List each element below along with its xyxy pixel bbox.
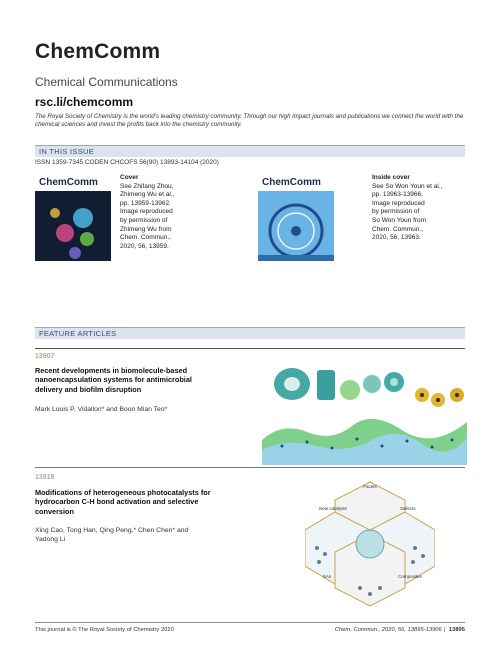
cover-caption [120, 174, 190, 251]
cover-line: See Zhifang Zhou, [120, 182, 174, 190]
inside-cover-logo: ChemComm [262, 177, 321, 188]
cover-line: Image reproduced [120, 208, 173, 216]
page-number: 13895 [448, 627, 465, 633]
article-graphic-photocatalysts [305, 478, 435, 610]
article-number[interactable]: 13907 [35, 353, 55, 360]
cover-line: Chem. Commun., [120, 234, 171, 242]
cover-logo: ChemComm [39, 177, 98, 188]
cover-line: Image reproduced [372, 199, 425, 207]
journal-url[interactable]: rsc.li/chemcomm [35, 95, 134, 109]
diagram-label: Defects [400, 506, 416, 511]
cover-line: by permission of [120, 216, 168, 224]
cover-line: Chem. Commun., [372, 225, 423, 233]
article-title[interactable] [35, 488, 260, 516]
article-authors-line: Xing Cao, Tong Han, Qing Peng,* Chen Chen* and [35, 527, 189, 534]
cover-line: So Won Youn from [372, 216, 427, 224]
article-title-line: Modifications of heterogeneous photocatalysts for [35, 488, 211, 497]
cover-line: pp. 13959-13962. [120, 199, 171, 207]
in-this-issue-header: IN THIS ISSUE [35, 145, 465, 157]
cover-line: 2020, 56, 13959. [120, 242, 169, 250]
article-title-line: hydrocarbon C-H bond activation and selective [35, 497, 199, 507]
cover-line: See So Won Youn et al., [372, 182, 443, 190]
footer-citation [335, 627, 465, 633]
article-authors [35, 526, 245, 544]
cover-line: 2020, 56, 13963. [372, 234, 421, 242]
feature-articles-header: FEATURE ARTICLES [35, 327, 465, 339]
footer-copyright: This journal is © The Royal Society of Chemistry 2020 [35, 627, 174, 633]
footer-citation-text: Chem. Commun., 2020, 56, 13895-13906 | [334, 627, 445, 633]
diagram-label: Composites [398, 574, 422, 579]
article-authors-line: Yadong Li [35, 536, 66, 543]
journal-subtitle: Chemical Communications [35, 75, 178, 89]
journal-description: The Royal Society of Chemistry is the world's leading chemistry community. Through our high impact journals and publications we connect the world with the chemical sciences and invest the profits back into the chemistry community. [35, 113, 464, 129]
cover-line: Zhimeng Wu et al., [120, 191, 175, 199]
article-title-line: delivery and biofilm disruption [35, 384, 142, 394]
article-title[interactable] [35, 366, 255, 394]
inside-cover-caption [372, 174, 462, 243]
divider [35, 467, 465, 468]
cover-line: pp. 13963-13966. [372, 191, 423, 199]
article-number[interactable]: 13918 [35, 474, 55, 481]
cover-heading: Cover [120, 174, 139, 181]
footer-divider [35, 622, 465, 623]
issue-info: ISSN 1359-7345 CODEN CHCOFS 56(90) 13893-14104 (2020) [35, 159, 219, 166]
inside-cover-image [258, 173, 334, 273]
article-authors: Mark Louis P. Vidallon* and Boon Mian Teo* [35, 406, 168, 413]
diagram-label: New catalysts [319, 506, 347, 511]
inside-cover-heading: Inside cover [372, 174, 410, 181]
diagram-label: Facets [363, 484, 377, 489]
cover-image [35, 173, 111, 273]
article-title-line: Recent developments in biomolecule-based [35, 366, 188, 375]
journal-title: ChemComm [35, 40, 161, 63]
article-title-line: nanoencapsulation systems for antimicrobial [35, 375, 192, 385]
article-graphic-nanocapsules [262, 360, 467, 465]
diagram-label: SAs [322, 574, 332, 579]
divider [35, 348, 465, 349]
cover-line: Zhimeng Wu from [120, 225, 172, 233]
cover-line: by permission of [372, 208, 420, 216]
article-title-line: conversion [35, 506, 74, 516]
